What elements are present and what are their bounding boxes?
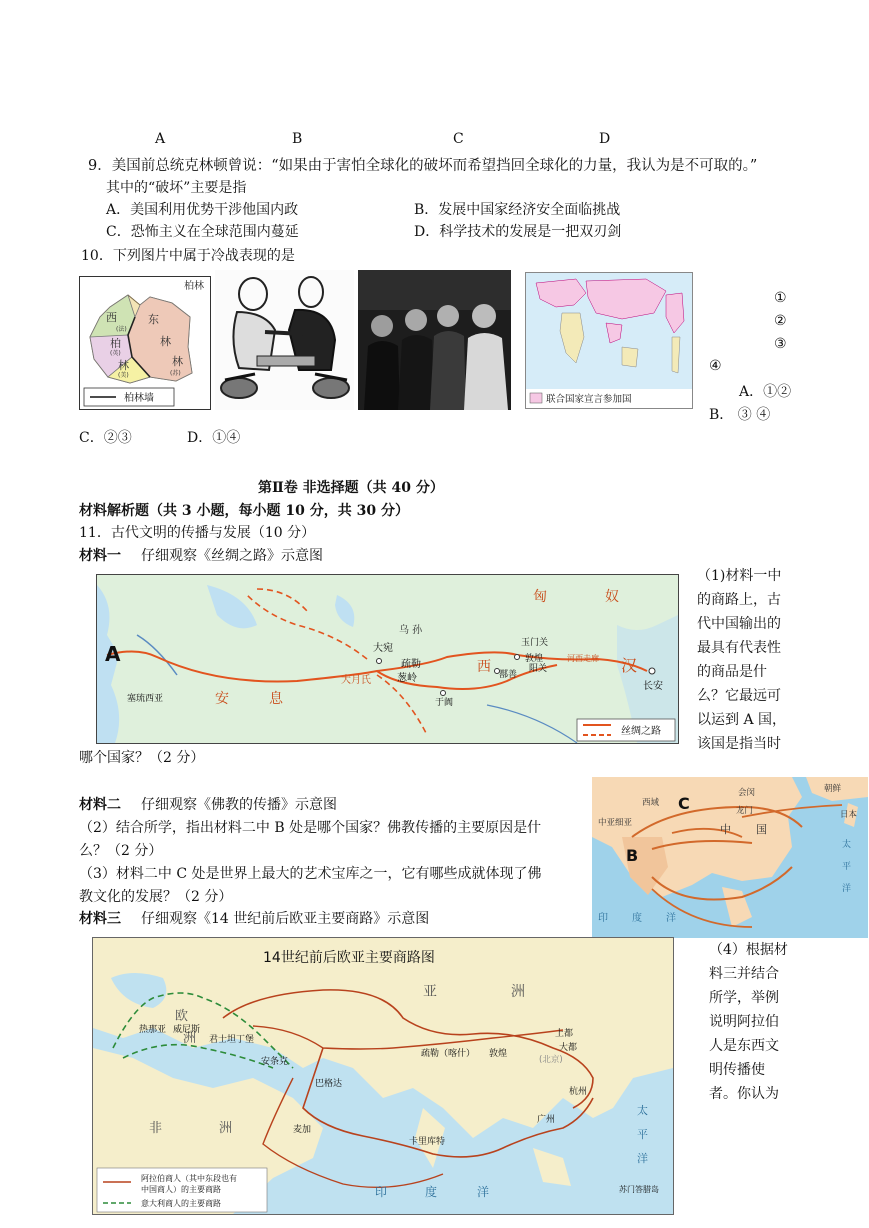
berlin-bo-east: 林 <box>160 335 171 348</box>
trade-map-beijing: (北京) <box>539 1055 563 1065</box>
q2-line-1: （2）结合所学，指出材料二中 B 处是哪个国家？佛教传播的主要原因是什 <box>79 820 542 836</box>
berlin-lin-west: 林 <box>118 359 129 372</box>
q10-mark-2: ② <box>774 313 787 329</box>
q10-option-a[interactable]: A．①② <box>739 384 792 400</box>
buddhism-map-b: B <box>626 846 639 865</box>
trade-map-yang: 洋 <box>477 1185 490 1199</box>
berlin-fa: (法) <box>116 326 127 333</box>
berlin-west-label: 西 <box>106 311 117 324</box>
allied-map-legend: 联合国家宣言参加国 <box>546 394 632 405</box>
buddhism-map-guo: 国 <box>756 823 767 836</box>
q1-line: 最具有代表性 <box>697 640 781 656</box>
buddhism-map-zhong: 中 <box>720 823 731 836</box>
silk-map-yumenguan: 玉门关 <box>521 638 549 648</box>
q9-stem: 9．美国前总统克林顿曾说：“如果由于害怕全球化的破坏而希望挡回全球化的力量，我认为是不可取的。” <box>88 158 758 174</box>
trade-map-sumatra: 苏门答腊岛 <box>619 1185 659 1194</box>
buddhism-map-yang2: 洋 <box>666 913 676 924</box>
buddhism-map-chaoxian: 朝鲜 <box>824 784 842 794</box>
berlin-ying: (英) <box>110 350 121 357</box>
q10-mark-1: ① <box>774 290 787 306</box>
q9-option-c[interactable]: C．恐怖主义在全球范围内蔓延 <box>106 224 299 240</box>
q9-option-b[interactable]: B．发展中国家经济安全面临挑战 <box>414 202 621 218</box>
q1-line: （1)材料一中 <box>697 568 782 584</box>
q1-text-column <box>697 564 793 756</box>
silk-map-xi: 西 <box>477 659 491 675</box>
silk-map-yutian: 于阗 <box>435 698 454 708</box>
trade-map-ya: 亚 <box>423 984 437 1000</box>
silk-map-an: 安 <box>215 691 229 707</box>
silk-map-wusun: 乌 孙 <box>399 625 423 636</box>
trade-map-du: 度 <box>425 1185 438 1199</box>
berlin-bo-west: 柏 <box>110 337 121 350</box>
q10-option-b[interactable]: B． ③ ④ <box>709 407 771 423</box>
q2-line-2: 么？（2 分） <box>79 843 163 859</box>
silk-map-xiongnu-1: 匈 <box>533 589 547 605</box>
silk-map-dawan: 大宛 <box>373 643 393 654</box>
trade-map-zhou: 洲 <box>511 984 525 1000</box>
trade-map-yang2: 洋 <box>637 1152 648 1165</box>
option-letter-b: B <box>292 131 303 147</box>
silk-map-hexi: 河西走廊 <box>567 654 599 663</box>
berlin-wall-legend: 柏林墙 <box>124 393 154 404</box>
q3-line-2: 教文化的发展？（2 分） <box>79 889 233 905</box>
silk-map-xiongnu-2: 奴 <box>605 589 619 605</box>
material-3-caption: 仔细观察《14 世纪前后欧亚主要商路》示意图 <box>141 911 430 927</box>
berlin-su: (苏) <box>170 370 181 377</box>
q9-stem-cont: 其中的“破坏”主要是指 <box>106 180 247 196</box>
q4-text-column <box>709 938 795 1106</box>
trade-map-mecca: 麦加 <box>293 1125 312 1135</box>
cold-war-cartoon <box>215 270 354 410</box>
trade-map-venice: 威尼斯 <box>173 1025 201 1035</box>
buddhism-map-xiyu: 西域 <box>642 798 660 808</box>
q9-option-a[interactable]: A．美国利用优势干涉他国内政 <box>106 202 299 218</box>
trade-map-ou: 欧 <box>175 1009 189 1024</box>
buddhism-spread-map <box>592 777 868 938</box>
berlin-east-label: 东 <box>148 313 159 326</box>
silk-map-xi2: 息 <box>269 691 283 707</box>
berlin-division-map <box>79 276 211 410</box>
q10-option-c[interactable]: C．②③ <box>79 430 132 446</box>
q10-stem: 10．下列图片中属于冷战表现的是 <box>81 248 295 264</box>
eurasian-trade-routes-map <box>92 937 674 1215</box>
trade-map-tai: 太 <box>637 1104 648 1117</box>
silk-map-shanshan: 鄯善 <box>499 670 518 680</box>
trade-map-zhou2: 洲 <box>183 1031 197 1046</box>
silk-map-a: A <box>105 642 121 666</box>
trade-map-hangzhou: 杭州 <box>569 1087 588 1097</box>
trade-map-shangdu: 上都 <box>555 1029 574 1039</box>
option-letter-a: A <box>155 131 166 147</box>
trade-map-legend-2: 意大利商人的主要商路 <box>141 1199 221 1208</box>
q1-line: 该国是指当时 <box>697 736 781 752</box>
silk-map-yangguan: 阳关 <box>529 664 548 674</box>
option-letter-c: C <box>453 131 464 147</box>
option-letter-d: D <box>599 131 611 147</box>
historical-photo <box>358 270 511 410</box>
q1-tail: 哪个国家？（2 分） <box>79 750 205 766</box>
trade-map-legend-1a: 阿拉伯商人（其中东段也有 <box>141 1174 237 1183</box>
material-2-caption: 仔细观察《佛教的传播》示意图 <box>141 797 337 813</box>
section-title: 材料解析题（共 3 小题，每小题 10 分，共 30 分） <box>79 503 409 519</box>
material-3-label: 材料三 <box>79 911 121 927</box>
berlin-corner-label: 柏林 <box>184 281 204 292</box>
trade-map-yin: 印 <box>375 1185 388 1199</box>
q1-line: 的商品是什 <box>697 664 767 680</box>
q4-line: 说明阿拉伯 <box>709 1014 779 1030</box>
q4-line: 料三并结合 <box>709 966 779 982</box>
material-2-label: 材料二 <box>79 797 121 813</box>
trade-map-guangzhou: 广州 <box>537 1115 556 1125</box>
silk-road-map <box>96 574 679 744</box>
silk-map-seleucia: 塞琉西亚 <box>127 694 164 704</box>
silk-map-changan: 长安 <box>643 681 663 692</box>
q4-line: （4）根据材 <box>709 942 788 958</box>
trade-map-kashgar: 疏勒（喀什） <box>421 1049 476 1059</box>
q11-title: 11．古代文明的传播与发展（10 分） <box>79 525 316 541</box>
trade-map-baghdad: 巴格达 <box>315 1079 343 1089</box>
silk-map-dayuezhi: 大月氏 <box>341 675 371 686</box>
buddhism-map-riben: 日本 <box>840 810 858 820</box>
buddhism-map-kuaiji: 会闵 <box>738 788 756 798</box>
q4-line: 者。你认为 <box>709 1086 779 1102</box>
berlin-lin-east: 林 <box>172 355 183 368</box>
q4-line: 明传播使 <box>709 1062 765 1078</box>
buddhism-map-du: 度 <box>632 913 642 924</box>
trade-map-constantinople: 君士坦丁堡 <box>209 1035 255 1045</box>
trade-map-ping: 平 <box>637 1128 648 1141</box>
allied-nations-world-map <box>525 272 693 409</box>
trade-map-zhou3: 洲 <box>219 1121 233 1136</box>
material-1-caption: 仔细观察《丝绸之路》示意图 <box>141 548 323 564</box>
buddhism-map-ping: 平 <box>842 862 852 872</box>
q1-line: 以运到 A 国， <box>697 712 787 728</box>
q9-option-d[interactable]: D．科学技术的发展是一把双刃剑 <box>414 224 622 240</box>
q10-mark-3: ③ <box>774 336 787 352</box>
q1-line: 代中国输出的 <box>697 616 781 632</box>
buddhism-map-longmen: 龙门 <box>736 806 754 816</box>
part-2-title: 第Ⅱ卷 非选择题（共 40 分） <box>258 480 444 496</box>
q1-line: 的商路上，古 <box>697 592 781 608</box>
buddhism-map-yang: 洋 <box>842 884 852 894</box>
material-1-label: 材料一 <box>79 548 121 564</box>
q3-line-1: （3）材料二中 C 处是世界上最大的艺术宝库之一，它有哪些成就体现了佛 <box>79 866 542 882</box>
trade-map-dunhuang: 敦煌 <box>489 1049 508 1059</box>
q4-line: 人是东西文 <box>709 1038 779 1054</box>
silk-map-congling: 葱岭 <box>397 673 417 684</box>
trade-map-antioch: 安条克 <box>261 1057 289 1067</box>
trade-map-calicut: 卡里库特 <box>409 1137 446 1147</box>
trade-map-legend-1b: 中国商人）的主要商路 <box>141 1185 221 1194</box>
silk-map-legend: 丝绸之路 <box>621 726 661 737</box>
q10-option-d[interactable]: D．①④ <box>187 430 241 446</box>
silk-map-dunhuang: 敦煌 <box>525 654 544 664</box>
trade-map-dadu: 大都 <box>559 1043 578 1053</box>
trade-map-fei: 非 <box>149 1121 163 1136</box>
q1-line: 么？它最远可 <box>697 688 781 704</box>
q4-line: 所学，举例 <box>709 990 779 1006</box>
buddhism-map-c: C <box>678 794 690 813</box>
q10-mark-4: ④ <box>709 358 722 374</box>
silk-map-han: 汉 <box>621 656 638 675</box>
buddhism-map-tai: 太 <box>842 840 852 850</box>
buddhism-map-yin: 印 <box>598 913 608 924</box>
silk-map-shule: 疏勒 <box>401 659 421 670</box>
trade-map-genoa: 热那亚 <box>139 1025 167 1035</box>
berlin-mei: (美) <box>118 372 129 379</box>
trade-map-title: 14世纪前后欧亚主要商路图 <box>263 950 435 966</box>
buddhism-map-zhongya: 中亚细亚 <box>598 818 633 828</box>
